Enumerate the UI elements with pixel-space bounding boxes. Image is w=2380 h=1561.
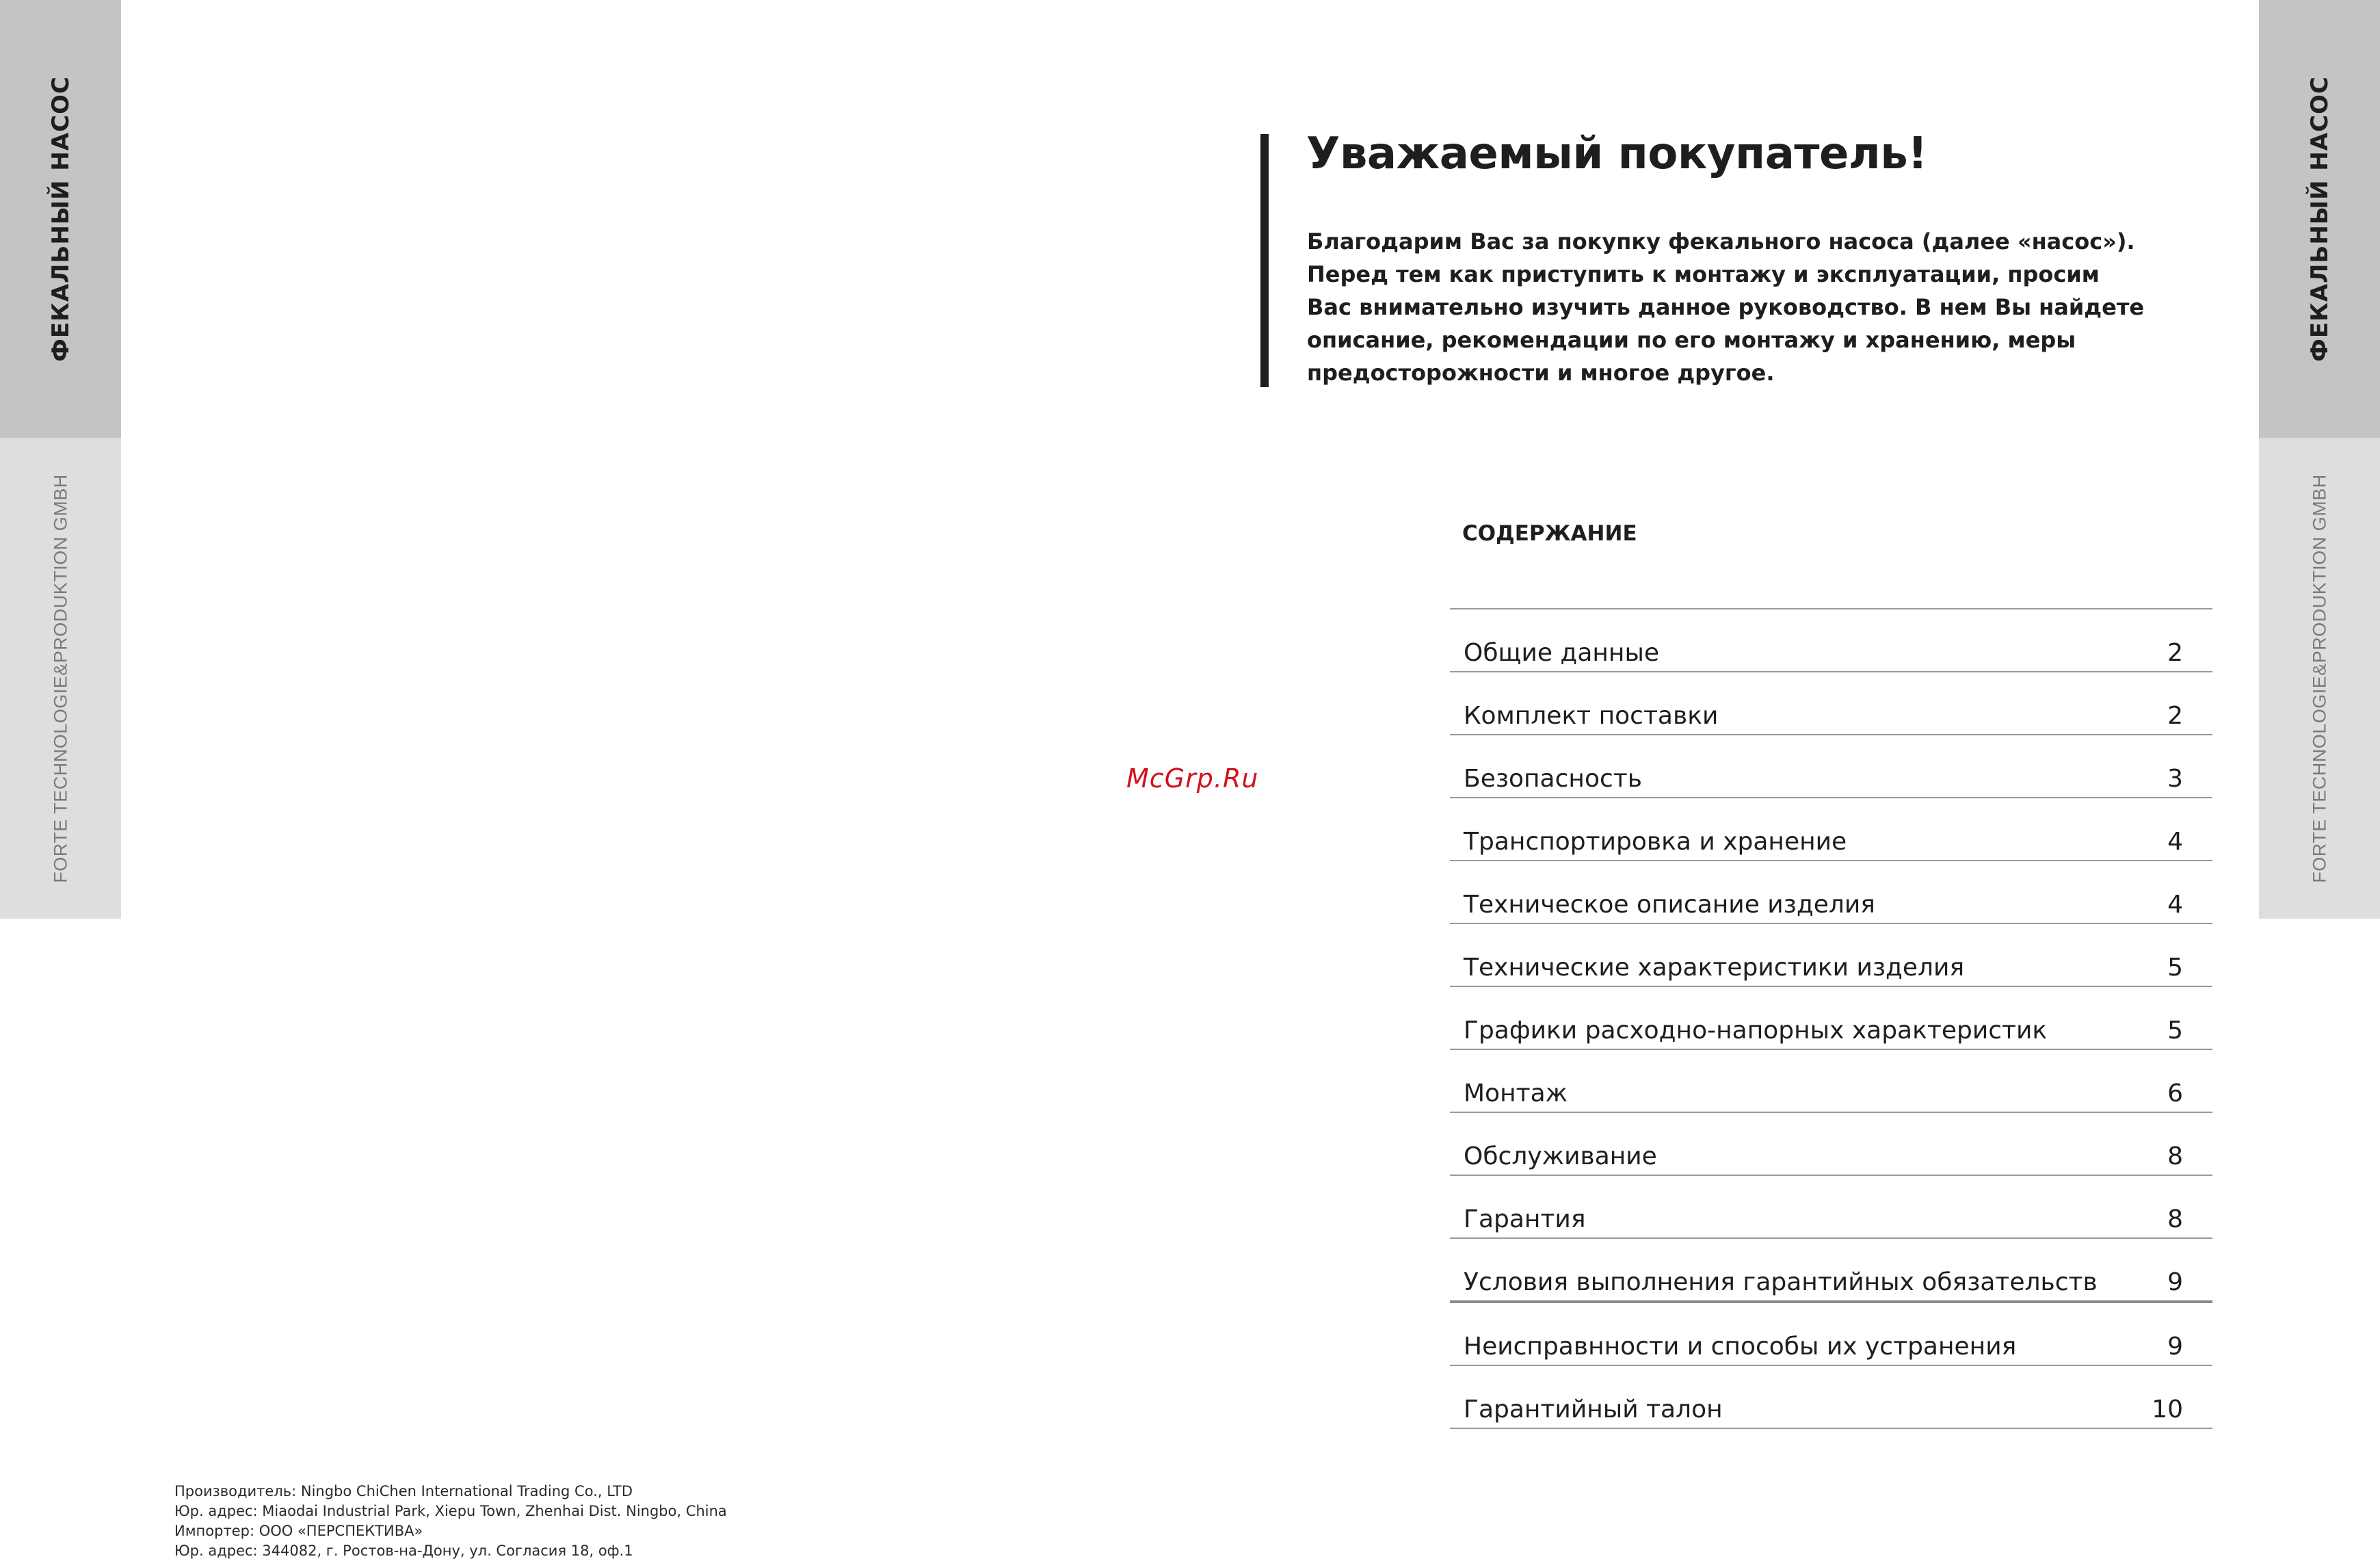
footer-line: Импортер: ООО «ПЕРСПЕКТИВА» [174, 1523, 423, 1539]
toc-item[interactable] [1450, 861, 2212, 924]
toc-item[interactable] [1450, 924, 2212, 987]
toc-item-label: Комплект поставки [1464, 702, 1719, 730]
toc-item-label: Общие данные [1464, 639, 1660, 667]
toc-item-page: 8 [2167, 1205, 2183, 1233]
toc-item-page: 9 [2167, 1333, 2183, 1361]
toc-item-label: Транспортировка и хранение [1464, 828, 1847, 856]
toc-item[interactable] [1450, 735, 2212, 798]
side-tab-company-text: FORTE TECHNOLOGIE&PRODUKTION GMBH [50, 473, 70, 883]
toc-item[interactable] [1450, 1176, 2212, 1239]
toc-item-label: Техническое описание изделия [1464, 891, 1875, 919]
toc-item[interactable] [1450, 1239, 2212, 1303]
greeting-text [1307, 225, 2145, 389]
toc-item-label: Гарантийный талон [1464, 1395, 1723, 1424]
side-tab-title-text: ФЕКАЛЬНЫЙ НАСОС [47, 76, 75, 362]
toc-list [1450, 608, 2212, 1429]
greeting-line: Перед тем как приступить к монтажу и эксплуатации, просим [1307, 261, 2100, 287]
toc-item[interactable] [1450, 1050, 2212, 1113]
toc-item[interactable] [1450, 987, 2212, 1050]
toc-item-label: Технические характеристики изделия [1464, 954, 1965, 982]
toc-item-page: 5 [2167, 954, 2183, 982]
side-tab-title-right [2259, 0, 2380, 438]
side-tab-company-text: FORTE TECHNOLOGIE&PRODUKTION GMBH [2309, 473, 2329, 883]
toc-item-label: Неисправнности и способы их устранения [1464, 1333, 2017, 1361]
toc-item-label: Гарантия [1464, 1205, 1586, 1233]
toc-item-page: 4 [2167, 828, 2183, 856]
toc-item-label: Монтаж [1464, 1079, 1568, 1107]
side-tab-title-text: ФЕКАЛЬНЫЙ НАСОС [2305, 76, 2333, 362]
toc-item[interactable] [1450, 798, 2212, 861]
toc-item-label: Графики расходно-напорных характеристик [1464, 1016, 2048, 1045]
toc-item[interactable] [1450, 1366, 2212, 1429]
greeting-line: описание, рекомендации по его монтажу и хранению, меры [1307, 327, 2076, 353]
greeting-line: предосторожности и многое другое. [1307, 360, 1775, 386]
toc-item-page: 2 [2167, 702, 2183, 730]
side-tab-company-right [2259, 438, 2380, 919]
toc-item-label: Обслуживание [1464, 1142, 1657, 1170]
toc-item-page: 2 [2167, 639, 2183, 667]
footer-line: Юр. адрес: Miaodai Industrial Park, Xiepu Town, Zhenhai Dist. Ningbo, China [174, 1503, 727, 1519]
toc-item-page: 10 [2152, 1395, 2183, 1424]
toc-item-label: Условия выполнения гарантийных обязательств [1464, 1268, 2098, 1296]
toc-item-page: 6 [2167, 1079, 2183, 1107]
toc-item[interactable] [1450, 1303, 2212, 1366]
toc-item-page: 8 [2167, 1142, 2183, 1170]
toc-item-page: 9 [2167, 1268, 2183, 1296]
greeting-line: Вас внимательно изучить данное руководство. В нем Вы найдете [1307, 294, 2145, 320]
footer-line: Юр. адрес: 344082, г. Ростов-на-Дону, ул. Согласия 18, оф.1 [174, 1543, 633, 1559]
manufacturer-footer [174, 1482, 727, 1561]
watermark-link[interactable]: McGrp.Ru [1126, 763, 1259, 793]
toc-item-page: 5 [2167, 1016, 2183, 1045]
toc-item-label: Безопасность [1464, 765, 1642, 793]
toc-item-page: 4 [2167, 891, 2183, 919]
greeting-accent-bar [1260, 134, 1269, 387]
toc-item[interactable] [1450, 609, 2212, 672]
toc-item-page: 3 [2167, 765, 2183, 793]
footer-line: Производитель: Ningbo ChiChen International Trading Co., LTD [174, 1483, 633, 1499]
toc-heading: СОДЕРЖАНИЕ [1462, 521, 1637, 546]
toc-item[interactable] [1450, 1113, 2212, 1176]
side-tab-company-left [0, 438, 121, 919]
greeting-line: Благодарим Вас за покупку фекального насоса (далее «насос»). [1307, 228, 2135, 254]
toc-item[interactable] [1450, 672, 2212, 735]
greeting-title: Уважаемый покупатель! [1306, 129, 1927, 179]
side-tab-title-left [0, 0, 121, 438]
